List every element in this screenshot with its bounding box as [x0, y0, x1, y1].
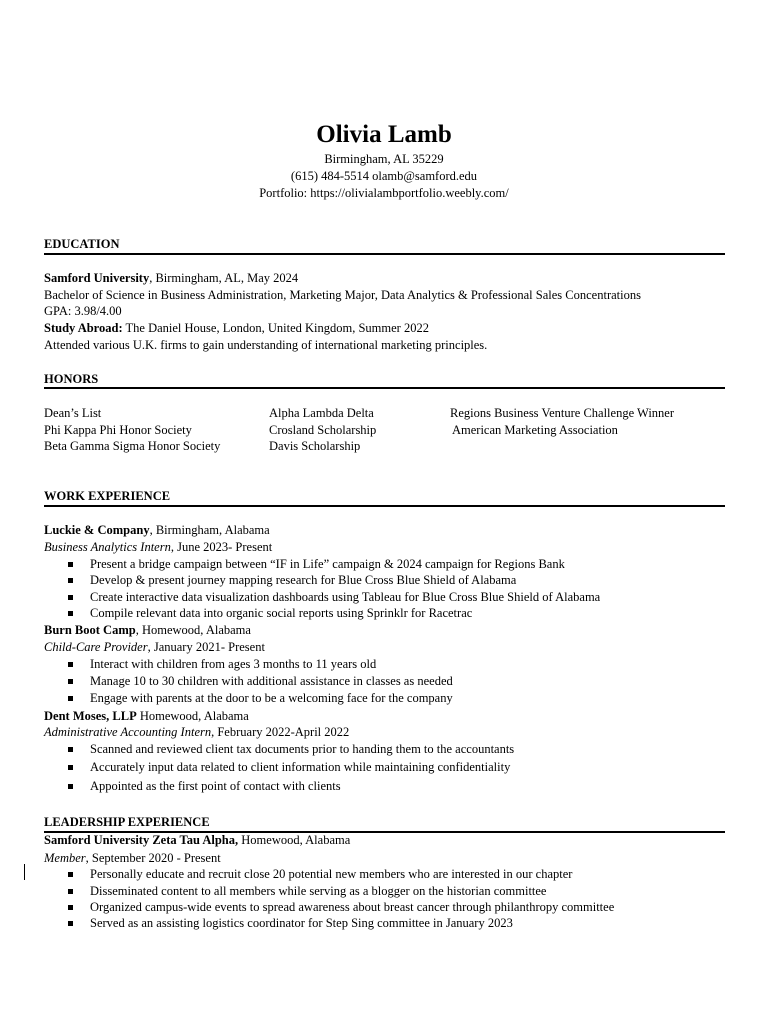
bullet-square-icon — [68, 662, 73, 667]
bullet-square-icon — [68, 889, 73, 894]
bullet-item — [68, 741, 514, 758]
study-abroad-description: Attended various U.K. firms to gain understanding of international marketing principles. — [44, 338, 488, 352]
bullet-text: Organized campus-wide events to spread awareness about breast cancer through philanthropy committee — [90, 900, 615, 914]
leadership-heading — [44, 832, 350, 849]
bullet-square-icon — [68, 595, 73, 600]
org-name: Samford University Zeta Tau Alpha, — [44, 833, 239, 847]
bullet-item — [68, 589, 600, 606]
company-name: Burn Boot Camp — [44, 623, 136, 637]
bullet-square-icon — [68, 679, 73, 684]
work-title: WORK EXPERIENCE — [44, 489, 171, 503]
org-location: Homewood, Alabama — [238, 833, 351, 847]
bullet-item — [68, 866, 572, 883]
education-degree: Bachelor of Science in Business Administration, Marketing Major, Data Analytics & Professional Sales Concentrations — [44, 288, 641, 302]
study-abroad-details: The Daniel House, London, United Kingdom, Summer 2022 — [122, 321, 429, 335]
bullet-item — [68, 883, 546, 900]
honor-item: Alpha Lambda Delta — [269, 406, 374, 420]
job-role: Business Analytics Intern — [44, 540, 171, 554]
school-name: Samford University — [44, 271, 150, 285]
bullet-text: Compile relevant data into organic social reports using Sprinklr for Racetrac — [90, 606, 473, 620]
bullet-square-icon — [68, 765, 73, 770]
bullet-square-icon — [68, 905, 73, 910]
company-location: , Birmingham, Alabama — [149, 523, 270, 537]
honor-item: Regions Business Venture Challenge Winner — [450, 406, 675, 420]
address: Birmingham, AL 35229 — [324, 152, 444, 166]
resume-name: Olivia Lamb — [316, 121, 452, 148]
text-cursor — [24, 864, 25, 880]
bullet-square-icon — [68, 872, 73, 877]
leadership-role-line — [44, 850, 221, 867]
honor-item: Davis Scholarship — [269, 439, 361, 453]
leadership-dates: , September 2020 - Present — [85, 851, 221, 865]
honor-item: Dean’s List — [44, 406, 102, 420]
job-dates: , February 2022-April 2022 — [211, 725, 350, 739]
job-heading — [44, 522, 270, 539]
bullet-item — [68, 572, 516, 589]
company-location: , Homewood, Alabama — [135, 623, 251, 637]
bullet-square-icon — [68, 784, 73, 789]
job-dates: , June 2023- Present — [170, 540, 273, 554]
bullet-text: Disseminated content to all members while serving as a blogger on the historian committee — [90, 884, 547, 898]
job-heading — [44, 708, 249, 725]
job-role-line — [44, 639, 265, 656]
company-name: Luckie & Company — [44, 523, 150, 537]
bullet-text: Manage 10 to 30 children with additional assistance in classes as needed — [90, 674, 453, 688]
work-rule — [44, 505, 725, 507]
bullet-text: Present a bridge campaign between “IF in Life” campaign & 2024 campaign for Regions Bank — [90, 557, 565, 571]
honors-title: HONORS — [44, 372, 99, 386]
contact-line: (615) 484-5514 olamb@samford.edu — [290, 169, 478, 183]
leadership-role: Member — [44, 851, 86, 865]
honor-item: Crosland Scholarship — [269, 423, 377, 437]
bullet-item — [68, 899, 614, 916]
bullet-text: Interact with children from ages 3 months to 11 years old — [90, 657, 377, 671]
honor-item: Phi Kappa Phi Honor Society — [44, 423, 192, 437]
bullet-item — [68, 656, 376, 673]
portfolio-link[interactable]: Portfolio: https://olivialambportfolio.weebly.com/ — [259, 186, 509, 200]
school-details: , Birmingham, AL, May 2024 — [149, 271, 299, 285]
bullet-item — [68, 556, 565, 573]
company-location: Homewood, Alabama — [136, 709, 249, 723]
bullet-item — [68, 673, 453, 690]
education-school — [44, 270, 298, 287]
bullet-square-icon — [68, 921, 73, 926]
bullet-square-icon — [68, 562, 73, 567]
education-title: EDUCATION — [44, 237, 120, 251]
bullet-item — [68, 605, 472, 622]
bullet-text: Accurately input data related to client information while maintaining confidentiality — [90, 760, 511, 774]
bullet-item — [68, 915, 513, 932]
bullet-item — [68, 778, 341, 795]
bullet-square-icon — [68, 611, 73, 616]
job-heading — [44, 622, 251, 639]
bullet-text: Served as an assisting logistics coordinator for Step Sing committee in January 2023 — [90, 916, 513, 930]
job-role: Administrative Accounting Intern — [44, 725, 212, 739]
job-role: Child-Care Provider — [44, 640, 148, 654]
job-dates: , January 2021- Present — [147, 640, 265, 654]
bullet-square-icon — [68, 578, 73, 583]
leadership-title: LEADERSHIP EXPERIENCE — [44, 815, 210, 829]
company-name: Dent Moses, LLP — [44, 709, 137, 723]
bullet-square-icon — [68, 696, 73, 701]
honor-item: American Marketing Association — [452, 423, 618, 437]
bullet-item — [68, 759, 510, 776]
honors-rule — [44, 387, 725, 389]
study-abroad — [44, 320, 429, 337]
bullet-text: Develop & present journey mapping research for Blue Cross Blue Shield of Alabama — [90, 573, 517, 587]
job-role-line — [44, 724, 349, 741]
bullet-item — [68, 690, 453, 707]
education-gpa: GPA: 3.98/4.00 — [44, 304, 122, 318]
education-rule — [44, 253, 725, 255]
bullet-text: Appointed as the first point of contact with clients — [90, 779, 341, 793]
honor-item: Beta Gamma Sigma Honor Society — [44, 439, 221, 453]
job-role-line — [44, 539, 272, 556]
bullet-text: Create interactive data visualization dashboards using Tableau for Blue Cross Blue Shield of Alabama — [90, 590, 601, 604]
study-abroad-label: Study Abroad: — [44, 321, 123, 335]
bullet-square-icon — [68, 747, 73, 752]
bullet-text: Engage with parents at the door to be a welcoming face for the company — [90, 691, 453, 705]
bullet-text: Scanned and reviewed client tax documents prior to handing them to the accountants — [90, 742, 515, 756]
bullet-text: Personally educate and recruit close 20 potential new members who are interested in our chapter — [90, 867, 573, 881]
